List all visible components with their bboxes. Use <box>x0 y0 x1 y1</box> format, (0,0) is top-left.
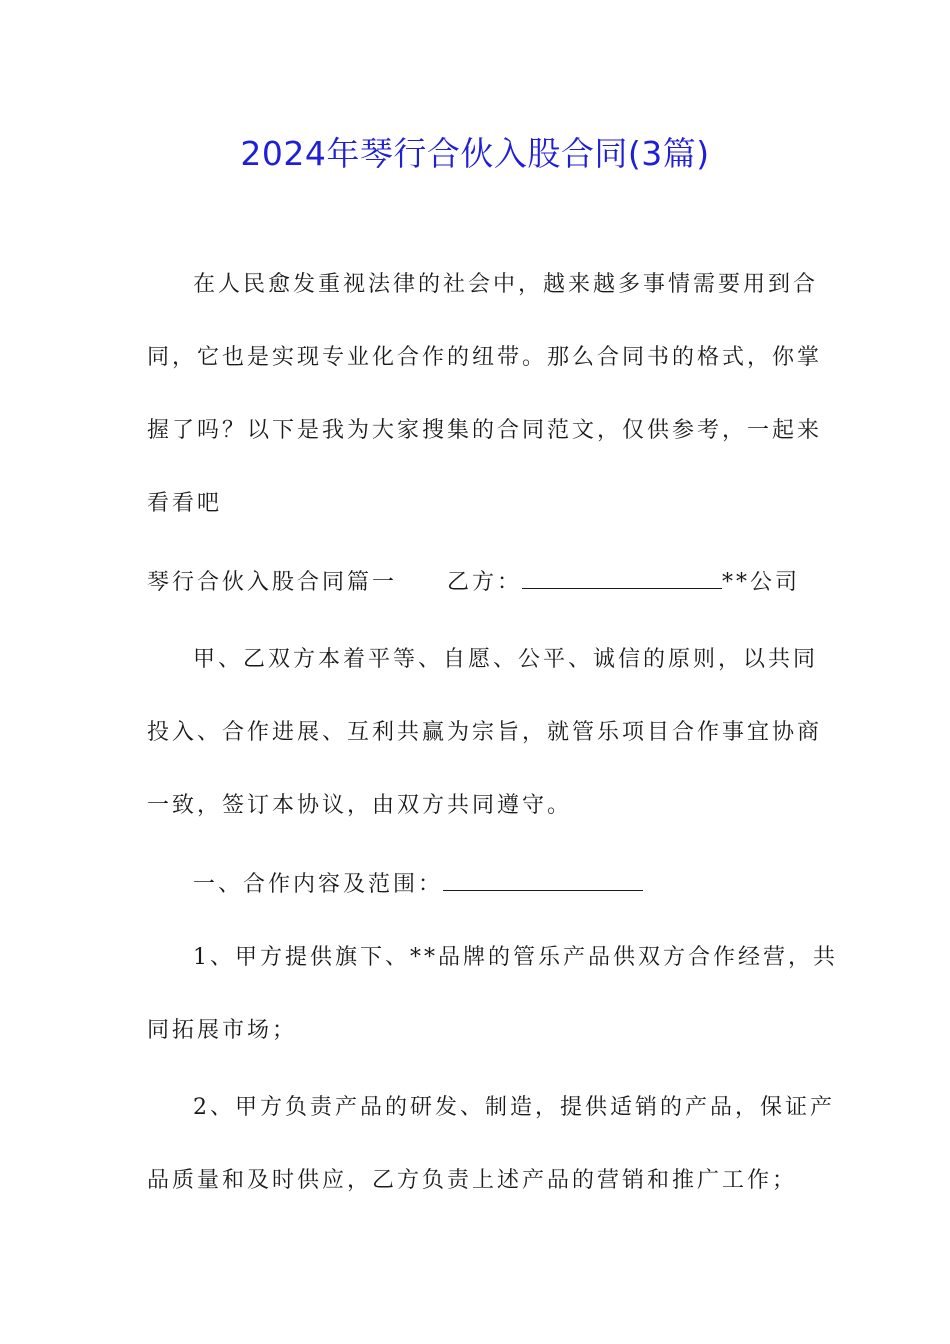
intro-line-4: 看看吧 <box>147 491 223 516</box>
intro-line-3: 握了吗？以下是我为大家搜集的合同范文，仅供参考，一起来 <box>147 418 823 443</box>
party-b-suffix: **公司 <box>722 570 801 595</box>
item-2-line-2: 品质量和及时供应，乙方负责上述产品的营销和推广工作； <box>147 1168 798 1193</box>
principle-line-2: 投入、合作进展、互利共赢为宗旨，就管乐项目合作事宜协商 <box>147 720 823 745</box>
party-b-blank <box>522 570 722 589</box>
section-heading: 琴行合伙入股合同篇一 <box>147 570 398 595</box>
document-title: 2024年琴行合伙入股合同(3篇) <box>240 134 710 173</box>
item-1-line-1: 1、甲方提供旗下、**品牌的管乐产品供双方合作经营，共 <box>193 945 838 970</box>
item-1-paragraph <box>147 921 838 1067</box>
party-b-label: 乙方： <box>447 570 523 595</box>
clause-one-blank <box>443 872 643 891</box>
intro-paragraph <box>147 248 823 540</box>
item-1-line-2: 同拓展市场； <box>147 1018 298 1043</box>
item-2-line-1: 2、甲方负责产品的研发、制造，提供适销的产品，保证产 <box>193 1095 835 1120</box>
section-heading-row <box>147 546 807 619</box>
intro-line-1: 在人民愈发重视法律的社会中，越来越多事情需要用到合 <box>193 272 819 297</box>
principle-line-3: 一致，签订本协议，由双方共同遵守。 <box>147 793 573 818</box>
intro-line-2: 同，它也是实现专业化合作的纽带。那么合同书的格式，你掌 <box>147 345 823 370</box>
principle-paragraph <box>147 623 823 842</box>
clause-one-row <box>147 848 807 921</box>
clause-one-label: 一、合作内容及范围： <box>193 872 444 897</box>
principle-line-1: 甲、乙双方本着平等、自愿、公平、诚信的原则，以共同 <box>193 647 819 672</box>
item-2-paragraph <box>147 1071 835 1217</box>
